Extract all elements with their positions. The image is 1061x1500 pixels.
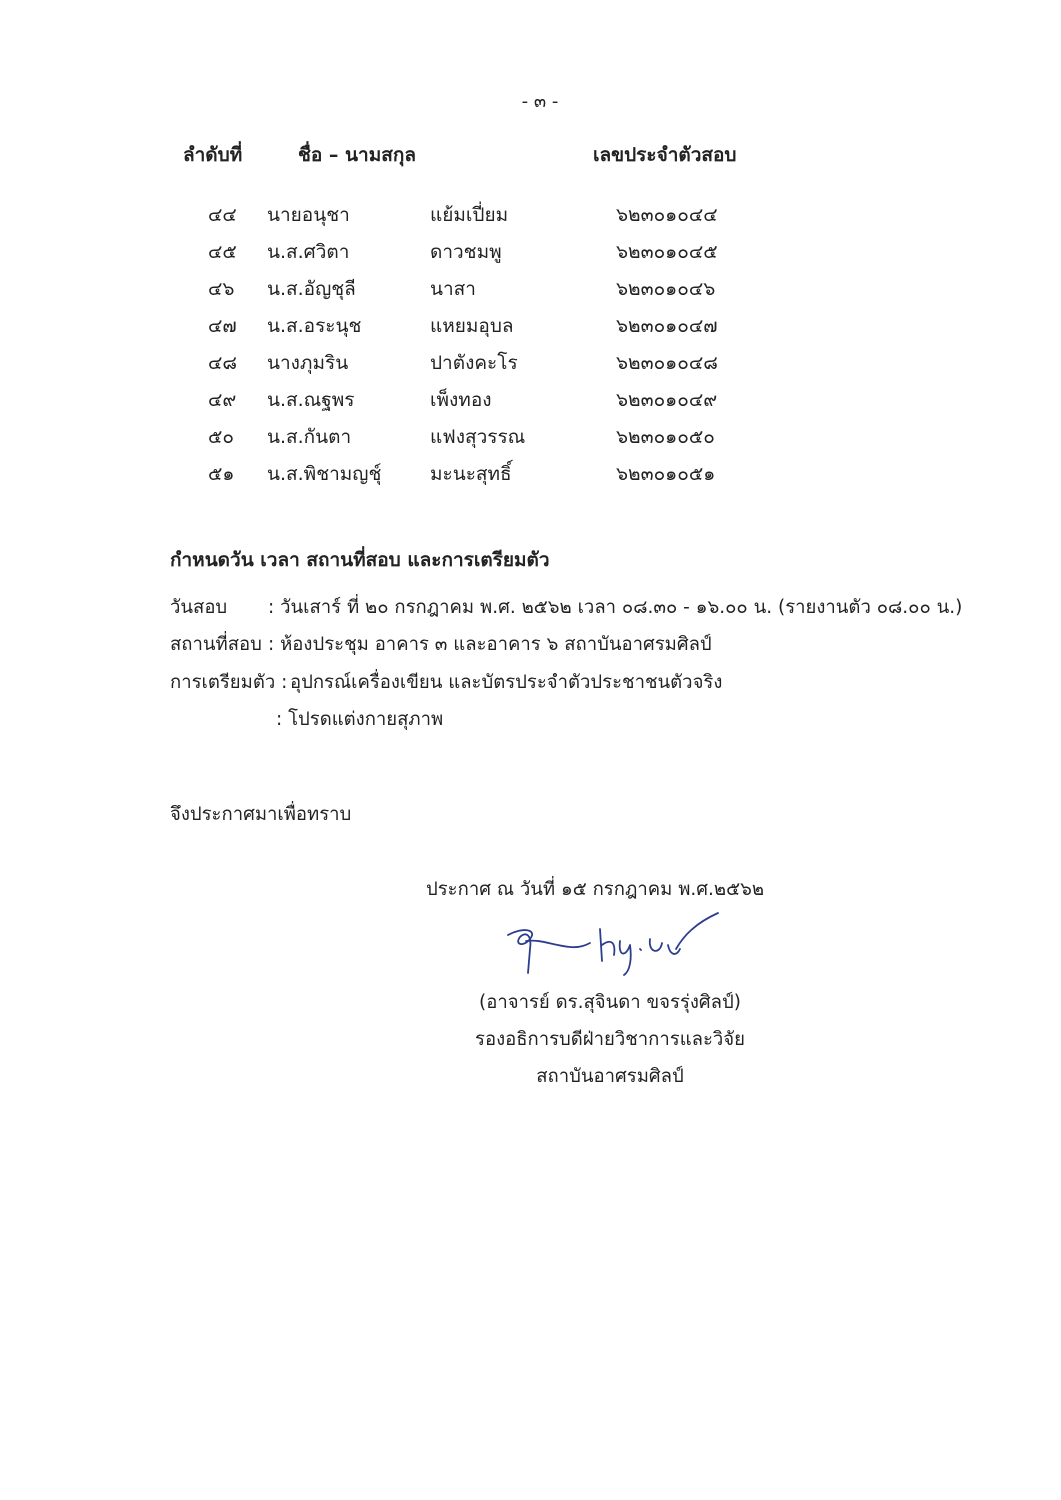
row-first-name: น.ส.ศวิตา — [267, 241, 350, 263]
row-first-name: น.ส.กันตา — [267, 426, 352, 448]
row-exam-id: ๖๒๓๐๑๐๔๗ — [616, 315, 718, 337]
row-last-name: นาสา — [430, 278, 476, 300]
row-last-name: เพ็งทอง — [430, 389, 492, 411]
row-first-name: น.ส.อระนุช — [267, 315, 362, 337]
row-number: ๔๘ — [208, 352, 238, 374]
signatory-position: รองอธิการบดีฝ่ายวิชาการและวิจัย — [475, 1029, 745, 1050]
row-number: ๔๔ — [208, 204, 237, 226]
signature-image — [500, 905, 730, 985]
closing-statement: จึงประกาศมาเพื่อทราบ — [170, 804, 352, 825]
header-no: ลำดับที่ — [183, 144, 243, 166]
header-name: ชื่อ – นามสกุล — [298, 144, 416, 166]
row-last-name: แฟงสุวรรณ — [430, 426, 526, 448]
preparation-value-2: : โปรดแต่งกายสุภาพ — [276, 709, 444, 730]
row-exam-id: ๖๒๓๐๑๐๔๘ — [616, 352, 718, 374]
row-last-name: มะนะสุทธิ์ — [430, 463, 512, 485]
row-exam-id: ๖๒๓๐๑๐๕๑ — [616, 463, 716, 485]
exam-place-label: สถานที่สอบ — [170, 634, 262, 655]
row-last-name: ดาวชมพู — [430, 241, 502, 263]
exam-date-label: วันสอบ — [170, 597, 228, 618]
row-first-name: นายอนุชา — [267, 204, 350, 226]
signatory-organization: สถาบันอาศรมศิลป์ — [536, 1066, 684, 1087]
row-exam-id: ๖๒๓๐๑๐๔๔ — [616, 204, 718, 226]
row-first-name: น.ส.อัญชุลี — [267, 278, 356, 300]
row-number: ๔๗ — [208, 315, 237, 337]
row-last-name: แย้มเปี่ยม — [430, 204, 509, 226]
row-exam-id: ๖๒๓๐๑๐๔๙ — [616, 389, 718, 411]
exam-place-value: : ห้องประชุม อาคาร ๓ และอาคาร ๖ สถาบันอาศรมศิลป์ — [268, 634, 712, 655]
row-number: ๕๑ — [208, 463, 235, 485]
header-id: เลขประจำตัวสอบ — [593, 144, 737, 166]
row-number: ๔๕ — [208, 241, 237, 263]
exam-date-value: : วันเสาร์ ที่ ๒๐ กรกฎาคม พ.ศ. ๒๕๖๒ เวลา ๐๘.๓๐ - ๑๖.๐๐ น. (รายงานตัว ๐๘.๐๐ น.) — [268, 597, 963, 618]
page-number: - ๓ - — [521, 91, 559, 112]
preparation-value-1: อุปกรณ์เครื่องเขียน และบัตรประจำตัวประชาชนตัวจริง — [290, 672, 723, 693]
row-exam-id: ๖๒๓๐๑๐๕๐ — [616, 426, 715, 448]
row-number: ๕๐ — [208, 426, 234, 448]
row-first-name: นางภุมริน — [267, 352, 349, 374]
row-first-name: น.ส.พิชามญชุ์ — [267, 463, 382, 485]
signatory-name: (อาจารย์ ดร.สุจินดา ขจรรุ่งศิลป์) — [479, 992, 741, 1013]
row-exam-id: ๖๒๓๐๑๐๔๖ — [616, 278, 716, 300]
row-number: ๔๙ — [208, 389, 237, 411]
row-first-name: น.ส.ณฐพร — [267, 389, 355, 411]
row-number: ๔๖ — [208, 278, 235, 300]
schedule-title: กำหนดวัน เวลา สถานที่สอบ และการเตรียมตัว — [170, 549, 550, 571]
row-last-name: แหยมอุบล — [430, 315, 514, 337]
row-exam-id: ๖๒๓๐๑๐๔๕ — [616, 241, 718, 263]
row-last-name: ปาตังคะโร — [430, 352, 518, 374]
preparation-label: การเตรียมตัว : — [170, 672, 288, 693]
announcement-date: ประกาศ ณ วันที่ ๑๕ กรกฎาคม พ.ศ.๒๕๖๒ — [426, 879, 765, 900]
